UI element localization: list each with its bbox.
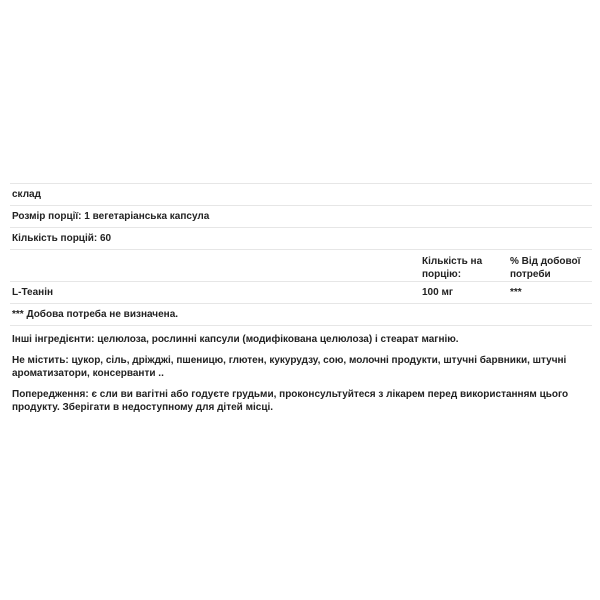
supplement-facts-table bbox=[10, 183, 592, 326]
table-title: склад bbox=[12, 189, 41, 200]
table-header-row bbox=[10, 249, 592, 281]
ingredient-amount: 100 мг bbox=[422, 287, 454, 298]
warning: Попередження: є сли ви вагітні або годуєте грудьми, проконсультуйтеся з лікарем перед використанням цього продукту. Зберігати в недоступному для дітей місці. bbox=[12, 389, 569, 413]
ingredient-name: L-Теанін bbox=[12, 287, 54, 298]
servings-count-row bbox=[10, 227, 592, 249]
product-notes bbox=[12, 333, 592, 422]
does-not-contain: Не містить: цукор, сіль, дріжджі, пшеницю, глютен, кукурудзу, сою, молочні продукти, штучні барвники, штучні ароматизатори, консерванти .. bbox=[12, 355, 567, 379]
other-ingredients: Інші інгредієнти: целюлоза, рослинні капсули (модифікована целюлоза) і стеарат магнію. bbox=[12, 334, 459, 345]
ingredient-daily-value: *** bbox=[510, 287, 522, 298]
table-row bbox=[10, 281, 592, 303]
serving-size: Розмір порції: 1 вегетаріанська капсула bbox=[12, 211, 210, 222]
servings-count: Кількість порцій: 60 bbox=[12, 233, 112, 244]
amount-header: Кількість на порцію: bbox=[422, 256, 483, 280]
footnote-row bbox=[10, 303, 592, 326]
table-title-row bbox=[10, 183, 592, 205]
daily-value-header: % Від добової потреби bbox=[510, 256, 581, 280]
footnote: *** Добова потреба не визначена. bbox=[12, 309, 179, 320]
serving-size-row bbox=[10, 205, 592, 227]
